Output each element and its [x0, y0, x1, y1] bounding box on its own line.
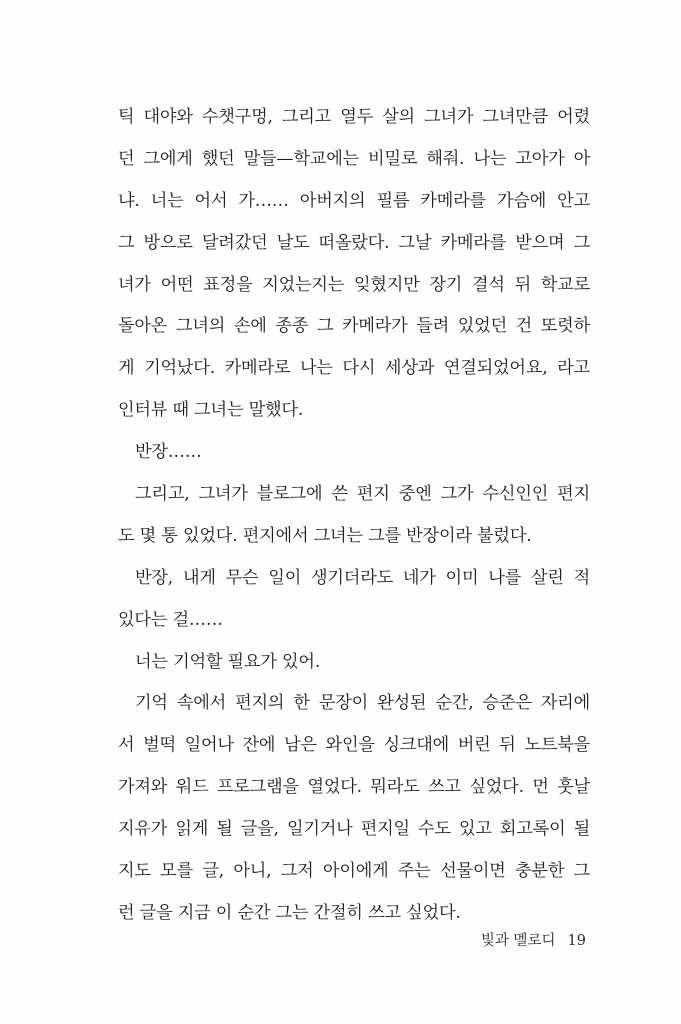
body-text	[118, 97, 590, 935]
text-line: 가져와 워드 프로그램을 열었다. 뭐라도 쓰고 싶었다. 먼 훗날	[118, 777, 590, 798]
text-line: 도 몇 통 있었다. 편지에서 그녀는 그를 반장이라 불렀다.	[118, 525, 532, 546]
text-line: 던 그에게 했던 말들—학교에는 비밀로 해줘. 나는 고아가 아	[118, 148, 590, 169]
page-footer	[481, 929, 586, 950]
text-line: 인터뷰 때 그녀는 말했다.	[118, 400, 304, 421]
text-line: 지유가 읽게 될 글을, 일기거나 편지일 수도 있고 회고록이 될	[118, 819, 590, 840]
page-number: 19	[567, 933, 586, 949]
text-line: 틱 대야와 수챗구멍, 그리고 열두 살의 그녀가 그녀만큼 어렸	[118, 107, 590, 127]
text-line: 있다는 걸……	[118, 609, 223, 630]
running-title: 빛과 멜로디	[480, 933, 556, 949]
text-line: 지도 모를 글, 아니, 그저 아이에게 주는 선물이면 충분한 그	[118, 861, 590, 882]
text-line: 반장……	[135, 442, 202, 463]
text-line: 게 기억났다. 카메라로 나는 다시 세상과 연결되었어요, 라고	[118, 358, 590, 379]
text-line: 반장, 내게 무슨 일이 생기더라도 네가 이미 나를 살린 적	[135, 567, 590, 588]
text-line: 런 글을 지금 이 순간 그는 간절히 쓰고 싶었다.	[118, 902, 461, 923]
text-line: 냐. 너는 어서 가…… 아버지의 필름 카메라를 가슴에 안고	[118, 190, 590, 211]
text-line: 너는 기억할 필요가 있어.	[135, 651, 321, 672]
text-line: 돌아온 그녀의 손에 종종 그 카메라가 들려 있었던 건 또렷하	[118, 316, 590, 337]
text-line: 그리고, 그녀가 블로그에 쓴 편지 중엔 그가 수신인인 편지	[135, 484, 590, 505]
text-line: 녀가 어떤 표정을 지었는지는 잊혔지만 장기 결석 뒤 학교로	[118, 274, 590, 295]
text-line: 그 방으로 달려갔던 날도 떠올랐다. 그날 카메라를 받으며 그	[118, 232, 590, 253]
text-line: 기억 속에서 편지의 한 문장이 완성된 순간, 승준은 자리에	[135, 693, 590, 714]
text-line: 서 벌떡 일어나 잔에 남은 와인을 싱크대에 버린 뒤 노트북을	[118, 735, 590, 756]
